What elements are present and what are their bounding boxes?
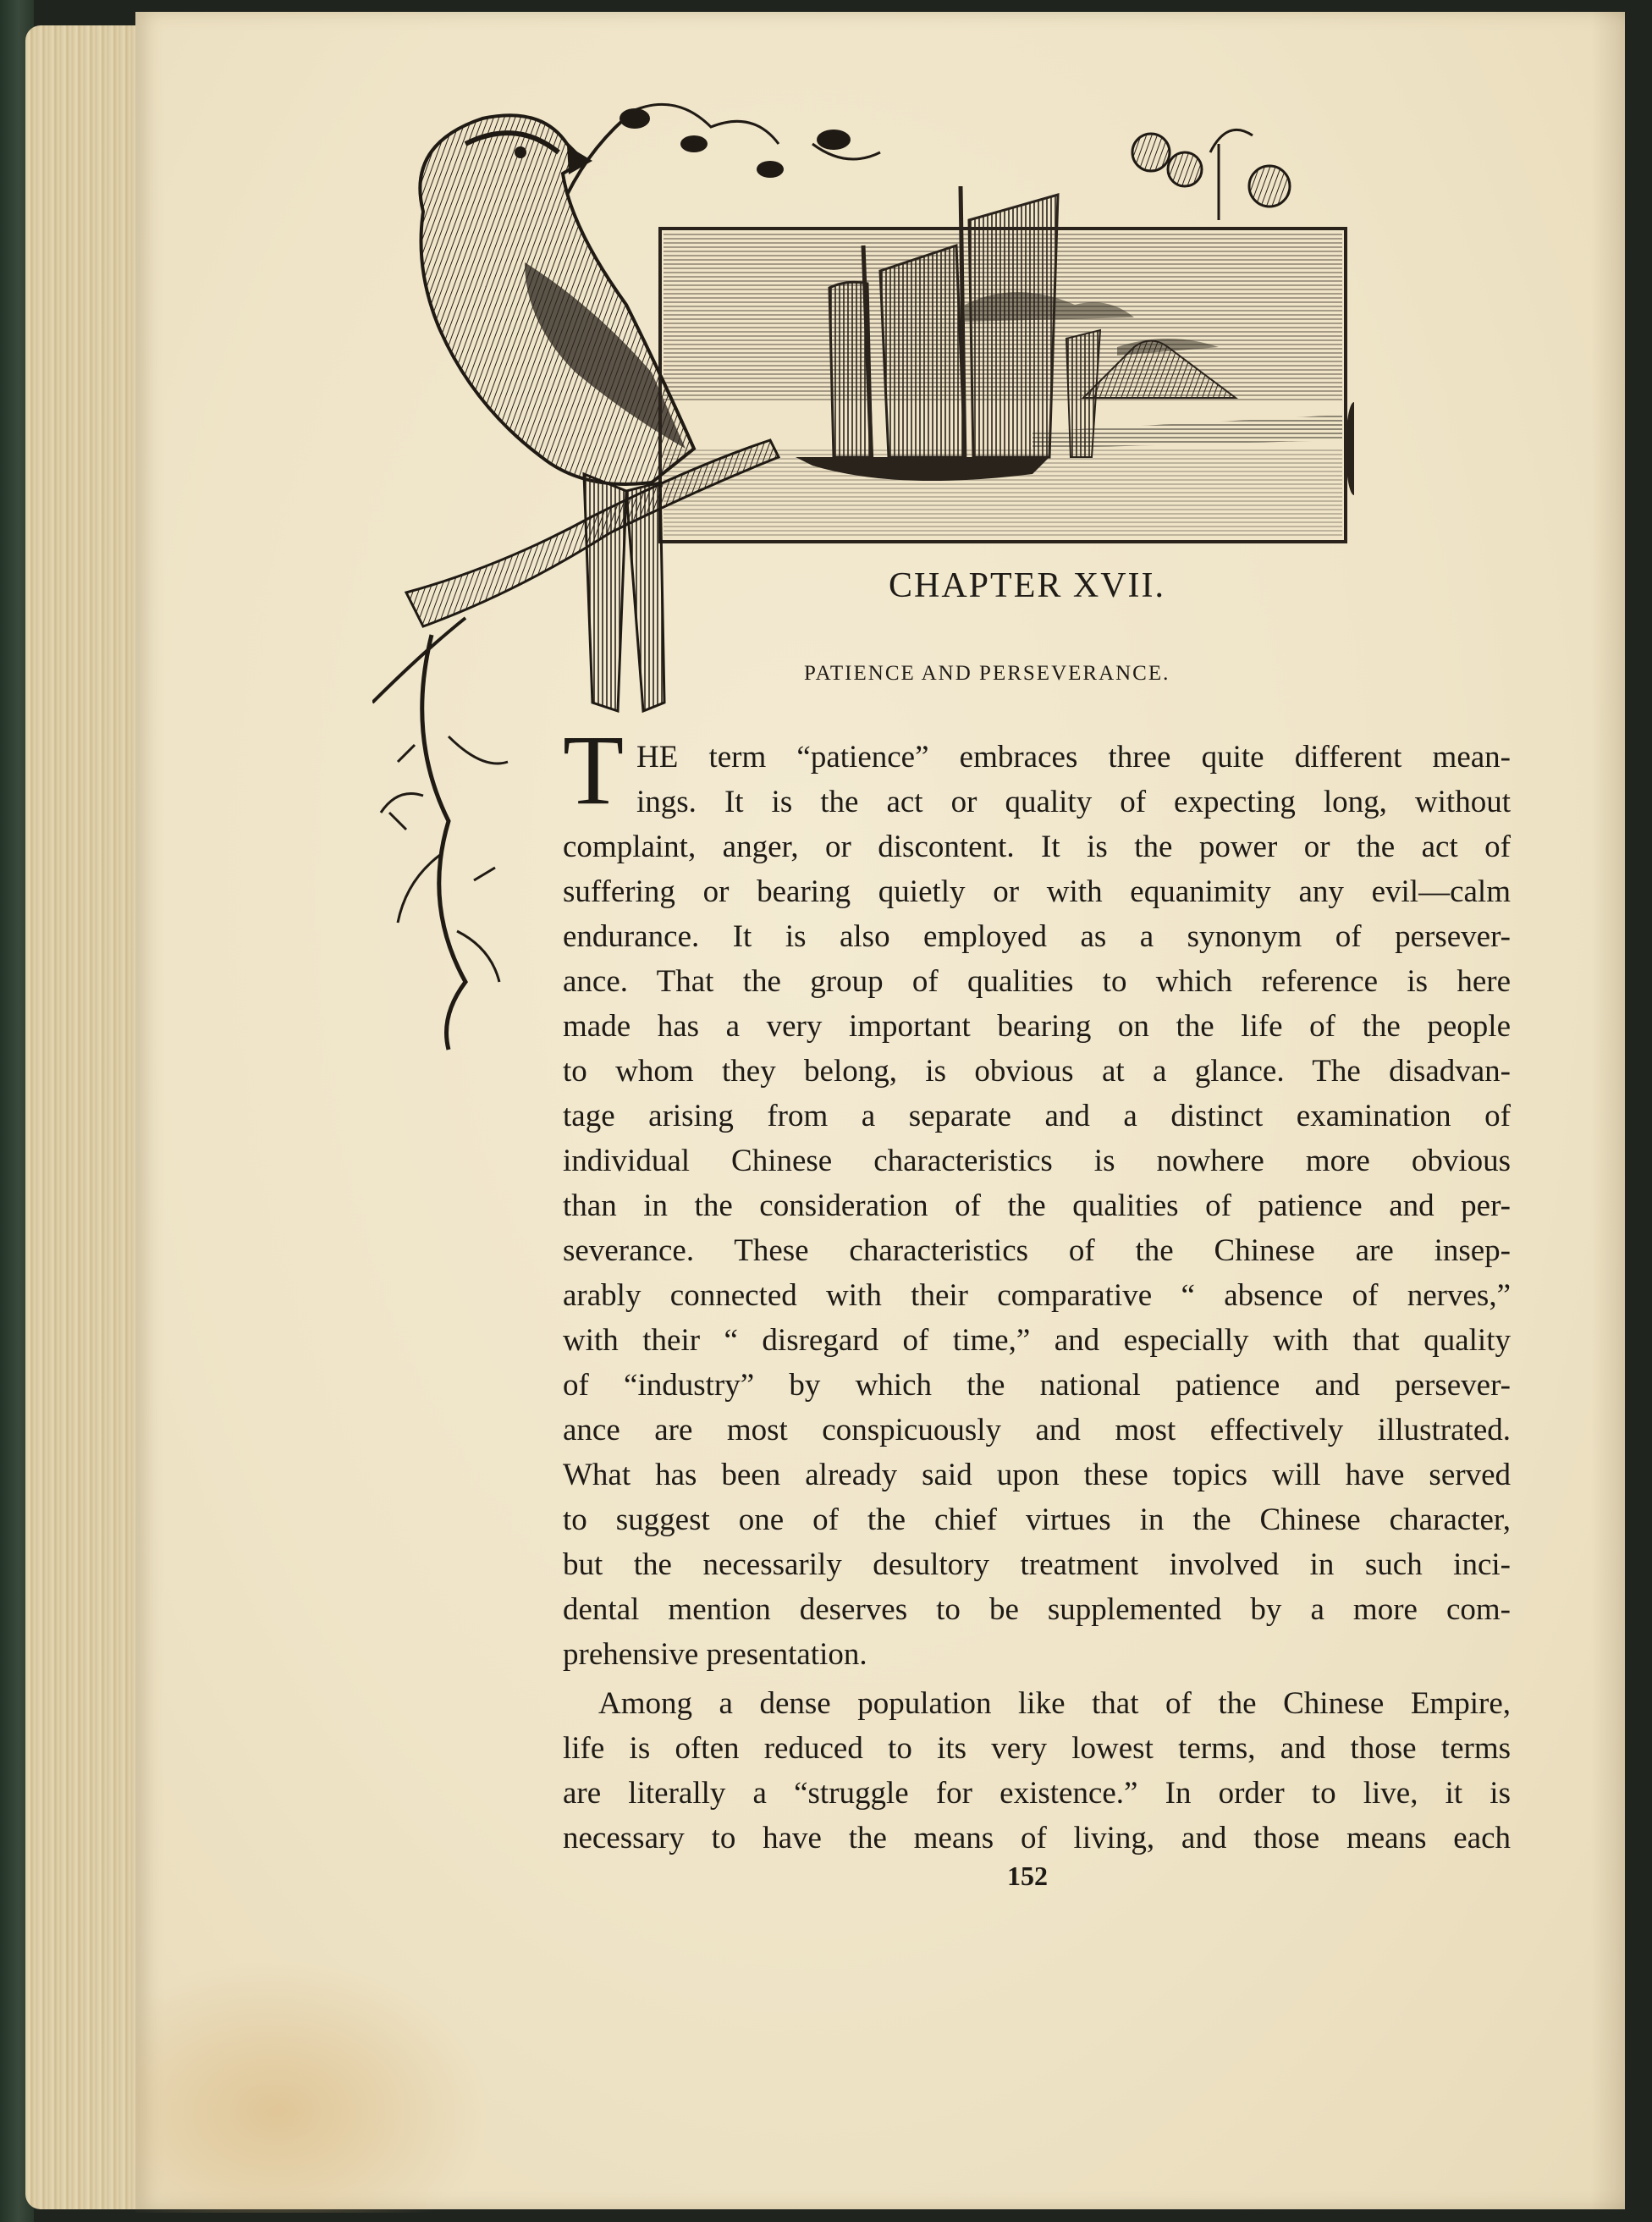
paragraph-1-opening [636, 735, 1511, 824]
chapter-subtitle: PATIENCE AND PERSEVERANCE. [804, 662, 1170, 685]
paragraph-1-body [563, 824, 1511, 1677]
text-line: ance are most conspicuously and most effectively illustrated. [563, 1413, 1511, 1447]
text-line: life is often reduced to its very lowest terms, and those terms [563, 1731, 1511, 1766]
text-line: arably connected with their comparative “ absence of nerves,” [563, 1278, 1511, 1313]
page-edges [25, 25, 144, 2209]
text-line: than in the consideration of the qualities of patience and per- [563, 1188, 1511, 1223]
text-line: made has a very important bearing on the life of the people [563, 1009, 1511, 1044]
text-line: to suggest one of the chief virtues in the Chinese character, [563, 1502, 1511, 1537]
text-line: endurance. It is also employed as a synonym of persever- [563, 919, 1511, 954]
page-number: 152 [1007, 1861, 1048, 1891]
text-line: What has been already said upon these topics will have served [563, 1458, 1511, 1492]
drop-cap: T [563, 714, 625, 825]
text-line: ance. That the group of qualities to which reference is here [563, 964, 1511, 999]
page-stain [135, 1959, 491, 2213]
paragraph-2 [563, 1681, 1511, 1861]
text-line: severance. These characteristics of the Chinese are insep- [563, 1233, 1511, 1268]
text-line: necessary to have the means of living, and those means each [563, 1821, 1511, 1855]
text-line: with their “ disregard of time,” and especially with that quality [563, 1323, 1511, 1358]
text-line: to whom they belong, is obvious at a glance. The disadvan- [563, 1054, 1511, 1089]
text-line: tage arising from a separate and a distinct examination of [563, 1099, 1511, 1133]
text-line: Among a dense population like that of the Chinese Empire, [598, 1686, 1511, 1721]
text-line: of “industry” by which the national patience and persever- [563, 1368, 1511, 1403]
text-line: are literally a “struggle for existence.” In order to live, it is [563, 1776, 1511, 1811]
text-line: but the necessarily desultory treatment involved in such inci- [563, 1547, 1511, 1582]
text-line: individual Chinese characteristics is nowhere more obvious [563, 1144, 1511, 1178]
text-line: dental mention deserves to be supplemented by a more com- [563, 1592, 1511, 1627]
page-gutter-shadow [1591, 12, 1625, 2209]
chapter-title: CHAPTER XVII. [889, 566, 1165, 605]
text-line: suffering or bearing quietly or with equanimity any evil—calm [563, 874, 1511, 909]
text-line: ings. It is the act or quality of expecting long, without [636, 785, 1511, 819]
text-line: HE term “patience” embraces three quite different mean- [636, 740, 1511, 775]
text-line: prehensive presentation. [563, 1637, 867, 1672]
text-line: complaint, anger, or discontent. It is the power or the act of [563, 830, 1511, 864]
